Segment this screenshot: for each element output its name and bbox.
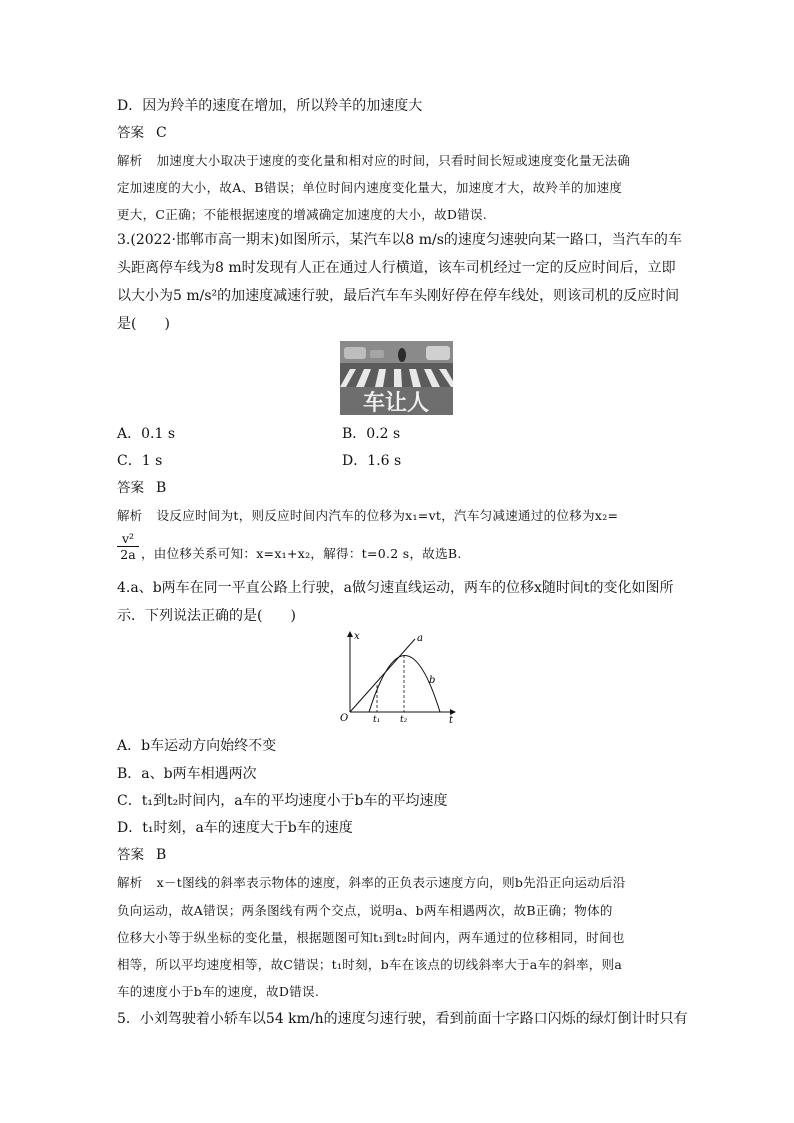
q2-option-d: D．因为羚羊的速度在增加，所以羚羊的加速度大 xyxy=(117,98,423,114)
line-a xyxy=(350,639,415,712)
road-marking-text: 车让人 xyxy=(362,391,430,415)
fraction-denominator: 2a xyxy=(120,547,136,562)
curve-b-label: b xyxy=(429,675,436,686)
q3-answer-line xyxy=(117,479,166,497)
xt-graph-svg xyxy=(333,627,463,727)
q2-explanation-line-2: 定加速度的大小，故A、B错误；单位时间内速度变化量大，加速度才大，故羚羊的加速度 xyxy=(117,180,623,195)
q3-option-a: A．0.1 s xyxy=(117,426,176,442)
crosswalk-illustration xyxy=(340,341,453,415)
t2-label: t₂ xyxy=(400,715,408,725)
q4-explanation-line-1 xyxy=(117,874,626,892)
q3-option-d: D．1.6 s xyxy=(342,453,402,469)
q3-explanation-line-2: ，由位移关系可知：x=x₁+x₂，解得：t=0.2 s，故选B. xyxy=(141,546,462,561)
origin-label: O xyxy=(340,713,349,724)
q4-answer-line xyxy=(117,846,166,864)
q4-option-a: A．b车运动方向始终不变 xyxy=(117,738,277,754)
answer-label: 答案 xyxy=(117,480,144,496)
q3-stem-line-1: 3.(2022·邯郸市高一期末)如图所示，某汽车以8 m/s的速度匀速驶向某一路口，当汽车的车 xyxy=(117,232,682,248)
fraction-numerator: v² xyxy=(117,531,139,547)
q2-explanation-line-1 xyxy=(117,152,630,170)
q4-option-c: C．t₁到t₂时间内，a车的平均速度小于b车的平均速度 xyxy=(117,793,448,809)
q3-stem-line-2: 头距离停车线为8 m时发现有人正在通过人行横道，该车司机经过一定的反应时间后，立即 xyxy=(117,260,676,276)
q4-explanation-line-3: 位移大小等于纵坐标的变化量，根据题图可知t₁到t₂时间内，两车通过的位移相同，时间也 xyxy=(117,930,625,945)
q4-stem-line-1: 4.a、b两车在同一平直公路上行驶，a做匀速直线运动，两车的位移x随时间t的变化如图所 xyxy=(117,580,674,596)
q4-option-d: D．t₁时刻，a车的速度大于b车的速度 xyxy=(117,820,353,836)
explanation-text: 加速度大小取决于速度的变化量和相对应的时间，只看时间长短或速度变化量无法确 xyxy=(156,153,631,168)
answer-label: 答案 xyxy=(117,847,144,863)
q4-explanation-line-5: 车的速度小于b车的速度，故D错误. xyxy=(117,984,320,999)
q4-explanation-line-4: 相等，所以平均速度相等，故C错误；t₁时刻，b车在该点的切线斜率大于a车的斜率，则a xyxy=(117,957,623,972)
q5-stem-line-1: 5．小刘驾驶着小轿车以54 km/h的速度匀速行驶，看到前面十字路口闪烁的绿灯倒计时只有 xyxy=(117,1011,688,1027)
q4-stem-line-2: 示．下列说法正确的是( ) xyxy=(117,608,296,624)
answer-value: B xyxy=(156,480,167,496)
explanation-text: x－t图线的斜率表示物体的速度，斜率的正负表示速度方向，则b先沿正向运动后沿 xyxy=(156,875,626,890)
line-a-label: a xyxy=(417,633,423,644)
q4-explanation-line-2: 负向运动，故A错误；两条图线有两个交点，说明a、b两车相遇两次，故B正确；物体的 xyxy=(117,903,613,918)
explanation-label: 解析 xyxy=(117,875,143,890)
q3-stem-line-3: 以大小为5 m/s²的加速度减速行驶，最后汽车车头刚好停在停车线处，则该司机的反应时间 xyxy=(117,288,680,304)
answer-value: C xyxy=(156,125,167,141)
q2-answer-line xyxy=(117,124,167,142)
q3-option-b: B．0.2 s xyxy=(342,426,401,442)
crosswalk-photo xyxy=(340,341,453,415)
y-axis-label: x xyxy=(354,631,360,642)
x-axis-label: t xyxy=(449,715,454,726)
q3-explanation-line-1 xyxy=(117,507,618,525)
explanation-label: 解析 xyxy=(117,153,143,168)
q2-explanation-line-3: 更大，C正确；不能根据速度的增减确定加速度的大小，故D错误. xyxy=(117,207,488,222)
q4-option-b: B．a、b两车相遇两次 xyxy=(117,766,257,782)
q3-stem-line-4: 是( ) xyxy=(117,316,170,332)
answer-value: B xyxy=(156,847,167,863)
explanation-text: 设反应时间为t，则反应时间内汽车的位移为x₁=vt，汽车匀减速通过的位移为x₂= xyxy=(156,508,619,523)
t1-label: t₁ xyxy=(373,715,381,725)
answer-label: 答案 xyxy=(117,125,144,141)
q3-option-c: C．1 s xyxy=(117,453,163,469)
xt-graph xyxy=(333,627,463,727)
q3-fraction xyxy=(117,531,139,562)
explanation-label: 解析 xyxy=(117,508,143,523)
